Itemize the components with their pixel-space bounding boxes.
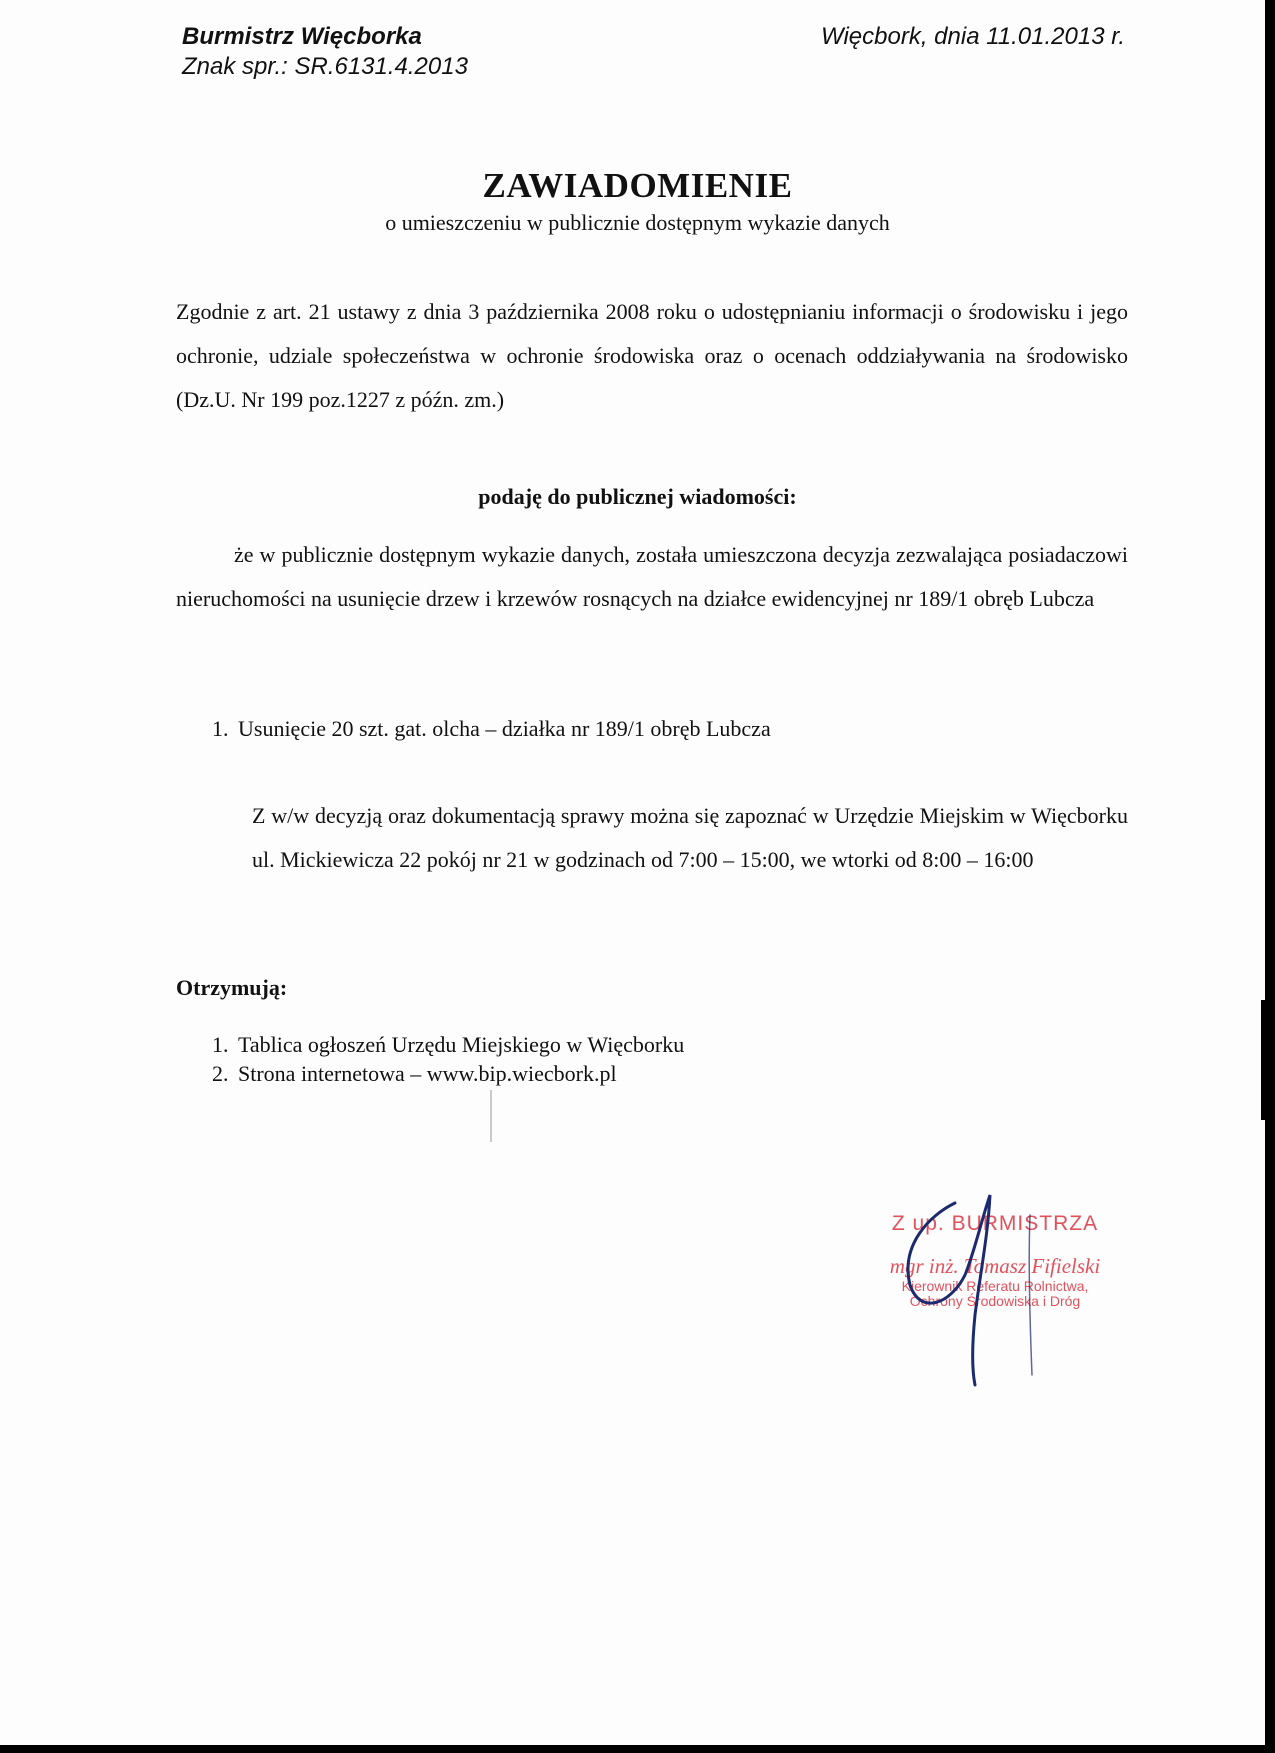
case-reference: Znak spr.: SR.6131.4.2013 bbox=[182, 53, 468, 80]
list-item-text: Tablica ogłoszeń Urzędu Miejskiego w Więcborku bbox=[238, 1032, 685, 1057]
scan-border-notch bbox=[1261, 1000, 1275, 1120]
recipients-heading: Otrzymują: bbox=[176, 975, 288, 1000]
document-title: ZAWIADOMIENIE bbox=[482, 166, 793, 205]
list-item bbox=[212, 714, 771, 744]
handwritten-signature bbox=[880, 1175, 1080, 1395]
list-item-number: 1. bbox=[212, 1032, 229, 1057]
legal-basis-paragraph: Zgodnie z art. 21 ustawy z dnia 3 października 2008 roku o udostępnianiu informacji o środowisku i jego ochronie, udziale społeczeństwa w ochronie środowiska oraz o ocenach oddziaływania na środowisko (Dz.U. Nr 199 poz.1227 z późn. zm.) bbox=[176, 299, 1128, 412]
scan-mark bbox=[490, 1090, 492, 1142]
list-item bbox=[212, 1059, 684, 1088]
stamp-line-2: mgr inż. Tomasz Fifielski bbox=[889, 1254, 1101, 1278]
recipients-list bbox=[212, 1030, 684, 1088]
list-item bbox=[212, 1030, 684, 1059]
scan-border-right bbox=[1265, 0, 1275, 1753]
stamp-line-1: Z up. BURMISTRZA bbox=[891, 1212, 1099, 1235]
list-item-number: 1. bbox=[212, 716, 229, 741]
list-item-number: 2. bbox=[212, 1061, 229, 1086]
document-subtitle: o umieszczeniu w publicznie dostępnym wykazie danych bbox=[385, 210, 890, 235]
list-item-text: Strona internetowa – www.bip.wiecbork.pl bbox=[238, 1061, 617, 1086]
announcement-heading: podaję do publicznej wiadomości: bbox=[478, 484, 797, 509]
stamp-line-4: Ochrony Środowiska i Dróg bbox=[909, 1293, 1081, 1309]
info-paragraph: Z w/w decyzją oraz dokumentacją sprawy można się zapoznać w Urzędzie Miejskim w Więcborku ul. Mickiewicza 22 pokój nr 21 w godzinach od 7:00 – 15:00, we wtorki od 8:00 – 16:00 bbox=[252, 803, 1128, 872]
header-left bbox=[182, 22, 468, 82]
place-date: Więcbork, dnia 11.01.2013 r. bbox=[821, 23, 1125, 50]
decision-items-list bbox=[212, 714, 771, 744]
authority-name: Burmistrz Więcborka bbox=[182, 23, 422, 50]
scan-border-bottom bbox=[0, 1745, 1275, 1753]
decision-paragraph: że w publicznie dostępnym wykazie danych, została umieszczona decyzja zezwalająca posiadaczowi nieruchomości na usunięcie drzew i krzewów rosnących na działce ewidencyjnej nr 189/1 obręb Lubcza bbox=[176, 542, 1128, 611]
stamp-line-3: Kierownik Referatu Rolnictwa, bbox=[901, 1278, 1089, 1294]
list-item-text: Usunięcie 20 szt. gat. olcha – działka nr 189/1 obręb Lubcza bbox=[238, 716, 771, 741]
